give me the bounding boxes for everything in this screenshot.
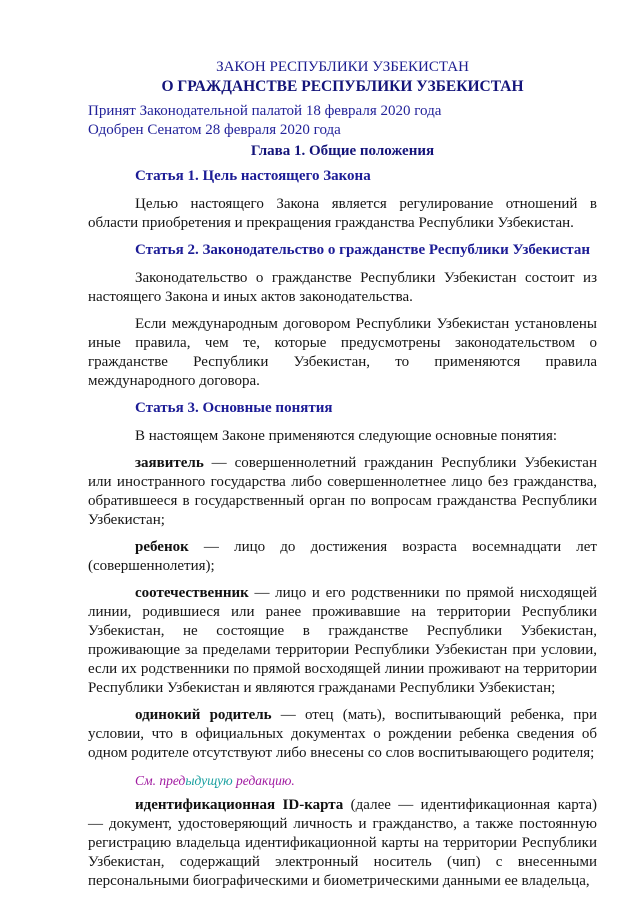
article-2-heading: Статья 2. Законодательство о гражданстве Республики Узбекистан bbox=[135, 242, 590, 258]
definition-text: — совершеннолетний гражданин Республики Узбекистан или иностранного государства либо совершеннолетнее лицо без гражданства, обратившееся в государственный орган по вопросам гражданства Республики Узбекистан; bbox=[88, 455, 597, 528]
definition-applicant bbox=[88, 454, 597, 530]
definition-child bbox=[88, 538, 597, 576]
adopted-date: Принят Законодательной палатой 18 февраля 2020 года bbox=[88, 103, 442, 119]
link-part: ыдущую bbox=[185, 773, 233, 788]
law-title: ЗАКОН РЕСПУБЛИКИ УЗБЕКИСТАН bbox=[216, 59, 469, 75]
definition-text: — отец (мать), воспитывающий ребенка, при условии, что в официальных документах о рождении ребенка сведения об одном родителе отсутствуют либо внесены со слов воспитывающего родителя; bbox=[88, 707, 597, 761]
definition-text: — лицо и его родственники по прямой нисходящей линии, родившиеся или ранее проживавшие на территории Республики Узбекистан, не состоящие в гражданстве Республики Узбекистан, проживающие за пределами территории Республики Узбекистан при условии, если их родственники по прямой восходящей линии проживают на территории Республики Узбекистан и являются гражданами Республики Узбекистан; bbox=[88, 585, 597, 696]
definition-term: соотечественник bbox=[135, 585, 249, 601]
article-1-heading: Статья 1. Цель настоящего Закона bbox=[135, 168, 371, 184]
definition-compatriot bbox=[88, 584, 597, 698]
definition-text: (далее — идентификационная карта) — документ, удостоверяющий личность и гражданство, а также постоянную регистрацию владельца идентификационной карты на территории Республики Узбекистан, содержащий электронный носитель (чип) с внесенными персональными биографическими и биометрическими данными ее владельца, bbox=[88, 797, 597, 889]
see-previous-edition-link[interactable] bbox=[135, 771, 597, 790]
definition-text: — лицо до достижения возраста восемнадцати лет (совершеннолетия); bbox=[88, 539, 597, 574]
law-subtitle: О ГРАЖДАНСТВЕ РЕСПУБЛИКИ УЗБЕКИСТАН bbox=[161, 78, 524, 95]
definition-single-parent bbox=[88, 706, 597, 763]
article-2-paragraph-2: Если международным договором Республики Узбекистан установлены иные правила, чем те, которые предусмотрены законодательством о гражданстве Республики Узбекистан, то применяются правила международного договора. bbox=[88, 316, 597, 389]
chapter-heading: Глава 1. Общие положения bbox=[250, 143, 435, 159]
link-part: См. пред bbox=[135, 773, 186, 788]
definition-id-card bbox=[88, 796, 597, 891]
definition-term: одинокий родитель bbox=[135, 707, 272, 723]
definition-term: идентификационная ID-карта bbox=[135, 797, 344, 813]
article-3-intro: В настоящем Законе применяются следующие основные понятия: bbox=[135, 428, 558, 444]
approved-date: Одобрен Сенатом 28 февраля 2020 года bbox=[88, 122, 341, 138]
definition-term: заявитель bbox=[135, 455, 204, 471]
article-3-heading: Статья 3. Основные понятия bbox=[135, 400, 333, 416]
document-page bbox=[88, 58, 597, 899]
article-2-paragraph-1: Законодательство о гражданстве Республики Узбекистан состоит из настоящего Закона и иных актов законодательства. bbox=[88, 270, 597, 305]
link-part: редакцию. bbox=[232, 773, 295, 788]
article-1-paragraph: Целью настоящего Закона является регулирование отношений в области приобретения и прекращения гражданства Республики Узбекистан. bbox=[88, 196, 597, 231]
definition-term: ребенок bbox=[135, 539, 189, 555]
